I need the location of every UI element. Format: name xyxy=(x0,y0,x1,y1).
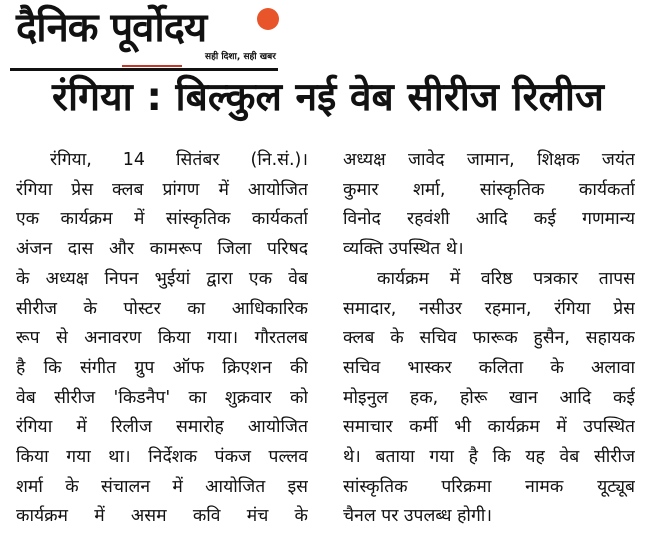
article-line: क्लब के सचिव फारूक हुसैन, सहायक xyxy=(343,328,635,349)
article-line: किया गया था। निर्देशक पंकज पल्लव xyxy=(16,447,308,468)
article-line: चैनल पर उपलब्ध होगी। xyxy=(343,506,492,527)
masthead-accent-line xyxy=(122,65,182,67)
article-line: समाचार कर्मी भी कार्यक्रम में उपस्थित xyxy=(343,417,635,438)
article-line: है कि संगीत ग्रुप ऑफ क्रिएशन की xyxy=(16,357,308,378)
article-line: के अध्यक्ष निपन भुईयां द्वारा एक वेब xyxy=(16,268,308,289)
article-line: थे। बताया गया है कि यह वेब सीरीज xyxy=(343,447,635,468)
article-line: विनोद रहवंशी आदि कई गणमान्य xyxy=(343,209,635,230)
newspaper-tagline: सही दिशा, सही खबर xyxy=(205,52,276,62)
article-line: वेब सीरीज 'किडनैप' का शुक्रवार को xyxy=(16,387,308,408)
article-line: एक कार्यक्रम में सांस्कृतिक कार्यकर्ता xyxy=(16,209,308,230)
article-line: कार्यक्रम में असम कवि मंच के xyxy=(16,506,308,527)
article-line: रूप से अनावरण किया गया। गौरतलब xyxy=(16,328,308,349)
article-line: सीरीज के पोस्टर का आधिकारिक xyxy=(16,298,308,319)
article-line: रंगिया प्रेस क्लब प्रांगण में आयोजित xyxy=(16,179,308,200)
sun-logo-icon xyxy=(257,8,279,30)
newspaper-title: दैनिक पूर्वोदय xyxy=(16,5,207,51)
article-line: शर्मा के संचालन में आयोजित इस xyxy=(16,476,308,497)
article-line: रंगिया में रिलीज समारोह आयोजित xyxy=(16,417,308,438)
article-line: सांस्कृतिक परिक्रमा नामक यूट्यूब xyxy=(343,476,635,497)
article-line: रंगिया, 14 सितंबर (नि.सं.)। xyxy=(50,150,308,170)
masthead xyxy=(10,2,280,72)
article-column-left xyxy=(16,146,308,532)
article-line: व्यक्ति उपस्थित थे। xyxy=(343,239,464,260)
article-line: कार्यक्रम में वरिष्ठ पत्रकार तापस xyxy=(377,268,635,289)
article-line: अध्यक्ष जावेद जामान, शिक्षक जयंत xyxy=(343,150,635,170)
article-headline: रंगिया : बिल्कुल नई वेब सीरीज रिलीज xyxy=(52,75,604,120)
article-line: सचिव भास्कर कलिता के अलावा xyxy=(343,357,635,378)
article-column-right xyxy=(343,146,635,532)
article-line: अंजन दास और कामरूप जिला परिषद xyxy=(16,239,308,260)
article-line: कुमार शर्मा, सांस्कृतिक कार्यकर्ता xyxy=(343,179,635,200)
article-line: मोइनुल हक, होरू खान आदि कई xyxy=(343,387,635,408)
article-line: समादार, नसीउर रहमान, रंगिया प्रेस xyxy=(343,298,635,319)
